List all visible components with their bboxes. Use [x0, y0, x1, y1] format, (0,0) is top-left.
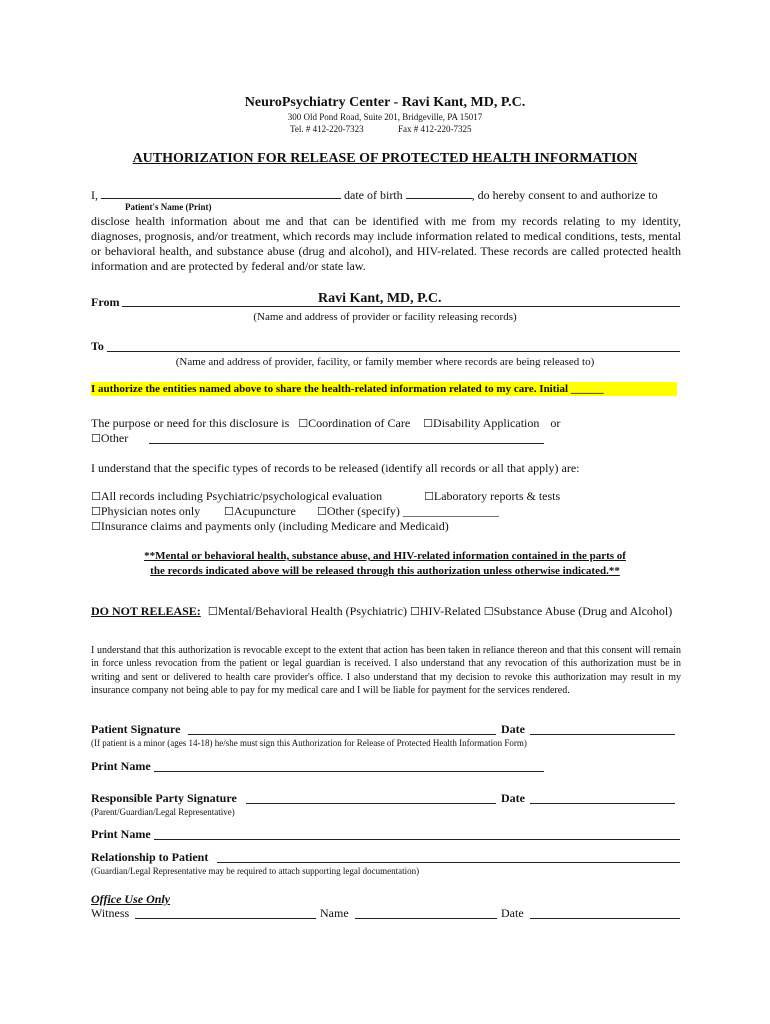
checkbox-icon[interactable]: ☐: [91, 520, 101, 533]
dob-label: date of birth: [344, 188, 403, 202]
consent-text: , do hereby consent to and authorize to: [471, 188, 658, 202]
record-other-label: Other (specify) ________________: [326, 504, 499, 518]
do-not-release-label: DO NOT RELEASE:: [91, 604, 201, 618]
purpose-or: or: [550, 416, 561, 430]
record-lab: [424, 489, 560, 504]
record-all: [91, 489, 382, 504]
record-lab-label: Laboratory reports & tests: [433, 489, 561, 503]
witness-field[interactable]: [135, 918, 316, 919]
relationship-caption: (Guardian/Legal Representative may be required to attach supporting legal documentation): [91, 866, 420, 876]
dob-field[interactable]: [406, 186, 472, 199]
patient-date-field[interactable]: [530, 734, 675, 735]
dnr-mental: Mental/Behavioral Health (Psychiatric): [217, 604, 407, 618]
from-value: Ravi Kant, MD, P.C.: [318, 291, 442, 306]
checkbox-icon[interactable]: ☐: [91, 505, 101, 518]
record-insurance: [91, 519, 449, 534]
dnr-substance: Substance Abuse (Drug and Alcohol): [493, 604, 673, 618]
do-not-release-row: [91, 604, 672, 619]
office-name-field[interactable]: [355, 918, 497, 919]
record-physician-label: Physician notes only: [100, 504, 201, 518]
purpose-coordination: Coordination of Care: [308, 416, 411, 430]
patient-signature-label: Patient Signature: [91, 722, 181, 736]
record-acupuncture: [224, 504, 296, 519]
witness-label: Witness: [91, 906, 130, 920]
print-name2-field[interactable]: [154, 839, 680, 840]
purpose-other: Other: [100, 431, 129, 445]
relationship-label: Relationship to Patient: [91, 850, 209, 864]
clinic-fax: Fax # 412-220-7325: [398, 124, 472, 134]
to-field[interactable]: [107, 351, 680, 352]
intro-line: [91, 186, 658, 203]
patient-signature-field[interactable]: [188, 734, 496, 735]
checkbox-icon[interactable]: ☐: [207, 605, 218, 618]
clinic-phone: Tel. # 412-220-7323: [290, 124, 364, 134]
minor-note: (If patient is a minor (ages 14-18) he/she must sign this Authorization for Release of Protected Health Information Form): [91, 738, 527, 748]
responsible-signature-field[interactable]: [246, 803, 496, 804]
checkbox-icon[interactable]: ☐: [424, 490, 434, 503]
patient-date-label: Date: [501, 722, 525, 736]
responsible-caption: (Parent/Guardian/Legal Representative): [91, 807, 235, 817]
authorize-highlight: I authorize the entities named above to share the health-related information related to my care. Initial ______: [91, 382, 677, 396]
revocation-text: I understand that this authorization is revocable except to the extent that action has been taken in reliance thereon and that this consent will remain in force unless revocation from the patient or legal guardian is received. I also understand that any revocation of this authorization must be in writing and sent or delivered to health care provider's office. I also understand that my decision to revoke this authorization may result in my insurance company not being able to pay for my medical care and I will be liable for payment for the services rendered.: [91, 645, 681, 696]
office-date-field[interactable]: [530, 918, 680, 919]
from-label: From: [91, 295, 120, 309]
checkbox-icon[interactable]: ☐: [298, 417, 309, 430]
responsible-signature-label: Responsible Party Signature: [91, 791, 237, 805]
relationship-field[interactable]: [217, 862, 680, 863]
purpose-other-row: [91, 431, 128, 446]
checkbox-icon[interactable]: ☐: [224, 505, 234, 518]
checkbox-icon[interactable]: ☐: [317, 505, 327, 518]
responsible-date-label: Date: [501, 791, 525, 805]
office-use-title: Office Use Only: [91, 892, 171, 906]
responsible-date-field[interactable]: [530, 803, 675, 804]
print-name2-label: Print Name: [91, 827, 151, 841]
record-insurance-label: Insurance claims and payments only (including Medicare and Medicaid): [100, 519, 449, 533]
record-physician: [91, 504, 200, 519]
intro-body: disclose health information about me and that can be identified with me from my records relating to my identity, diagnoses, prognosis, and/or treatment, which records may include information related to medical conditions, tests, mental or behavioral health, and substance abuse (drug and alcohol), and HIV-related. These records are called protected health information and are protected by federal and/or state law.: [91, 214, 681, 273]
i-label: I,: [91, 188, 98, 202]
office-name-label: Name: [320, 906, 349, 920]
print-name-field[interactable]: [154, 771, 544, 772]
checkbox-icon[interactable]: ☐: [91, 490, 101, 503]
clinic-name: NeuroPsychiatry Center - Ravi Kant, MD, P.C.: [244, 95, 526, 110]
record-other: [317, 504, 499, 519]
purpose-disability: Disability Application: [433, 416, 540, 430]
checkbox-icon[interactable]: ☐: [423, 417, 434, 430]
patient-name-field[interactable]: [101, 186, 341, 199]
checkbox-icon[interactable]: ☐: [91, 432, 101, 445]
print-name-label: Print Name: [91, 759, 151, 773]
notice-line2: the records indicated above will be released through this authorization unless otherwise indicated.**: [150, 565, 620, 577]
record-all-label: All records including Psychiatric/psychological evaluation: [100, 489, 383, 503]
notice-line1: **Mental or behavioral health, substance abuse, and HIV-related information contained in the parts of: [144, 550, 626, 562]
purpose-label: The purpose or need for this disclosure is: [91, 416, 290, 430]
to-caption: (Name and address of provider, facility, or family member where records are being released to): [175, 356, 595, 368]
checkbox-icon[interactable]: ☐: [409, 605, 420, 618]
purpose-other-field[interactable]: [149, 443, 544, 444]
clinic-address: 300 Old Pond Road, Suite 201, Bridgeville, PA 15017: [287, 112, 483, 122]
dnr-hiv: HIV-Related: [419, 604, 481, 618]
record-acupuncture-label: Acupuncture: [233, 504, 296, 518]
office-date-label: Date: [501, 906, 524, 920]
records-intro: I understand that the specific types of records to be released (identify all records or all that apply) are:: [91, 461, 580, 475]
from-caption: (Name and address of provider or facility releasing records): [253, 311, 517, 323]
patient-name-caption: Patient's Name (Print): [125, 202, 212, 212]
purpose-row: [91, 416, 560, 431]
checkbox-icon[interactable]: ☐: [483, 605, 494, 618]
to-label: To: [91, 339, 104, 353]
form-title: AUTHORIZATION FOR RELEASE OF PROTECTED HEALTH INFORMATION: [132, 151, 638, 166]
